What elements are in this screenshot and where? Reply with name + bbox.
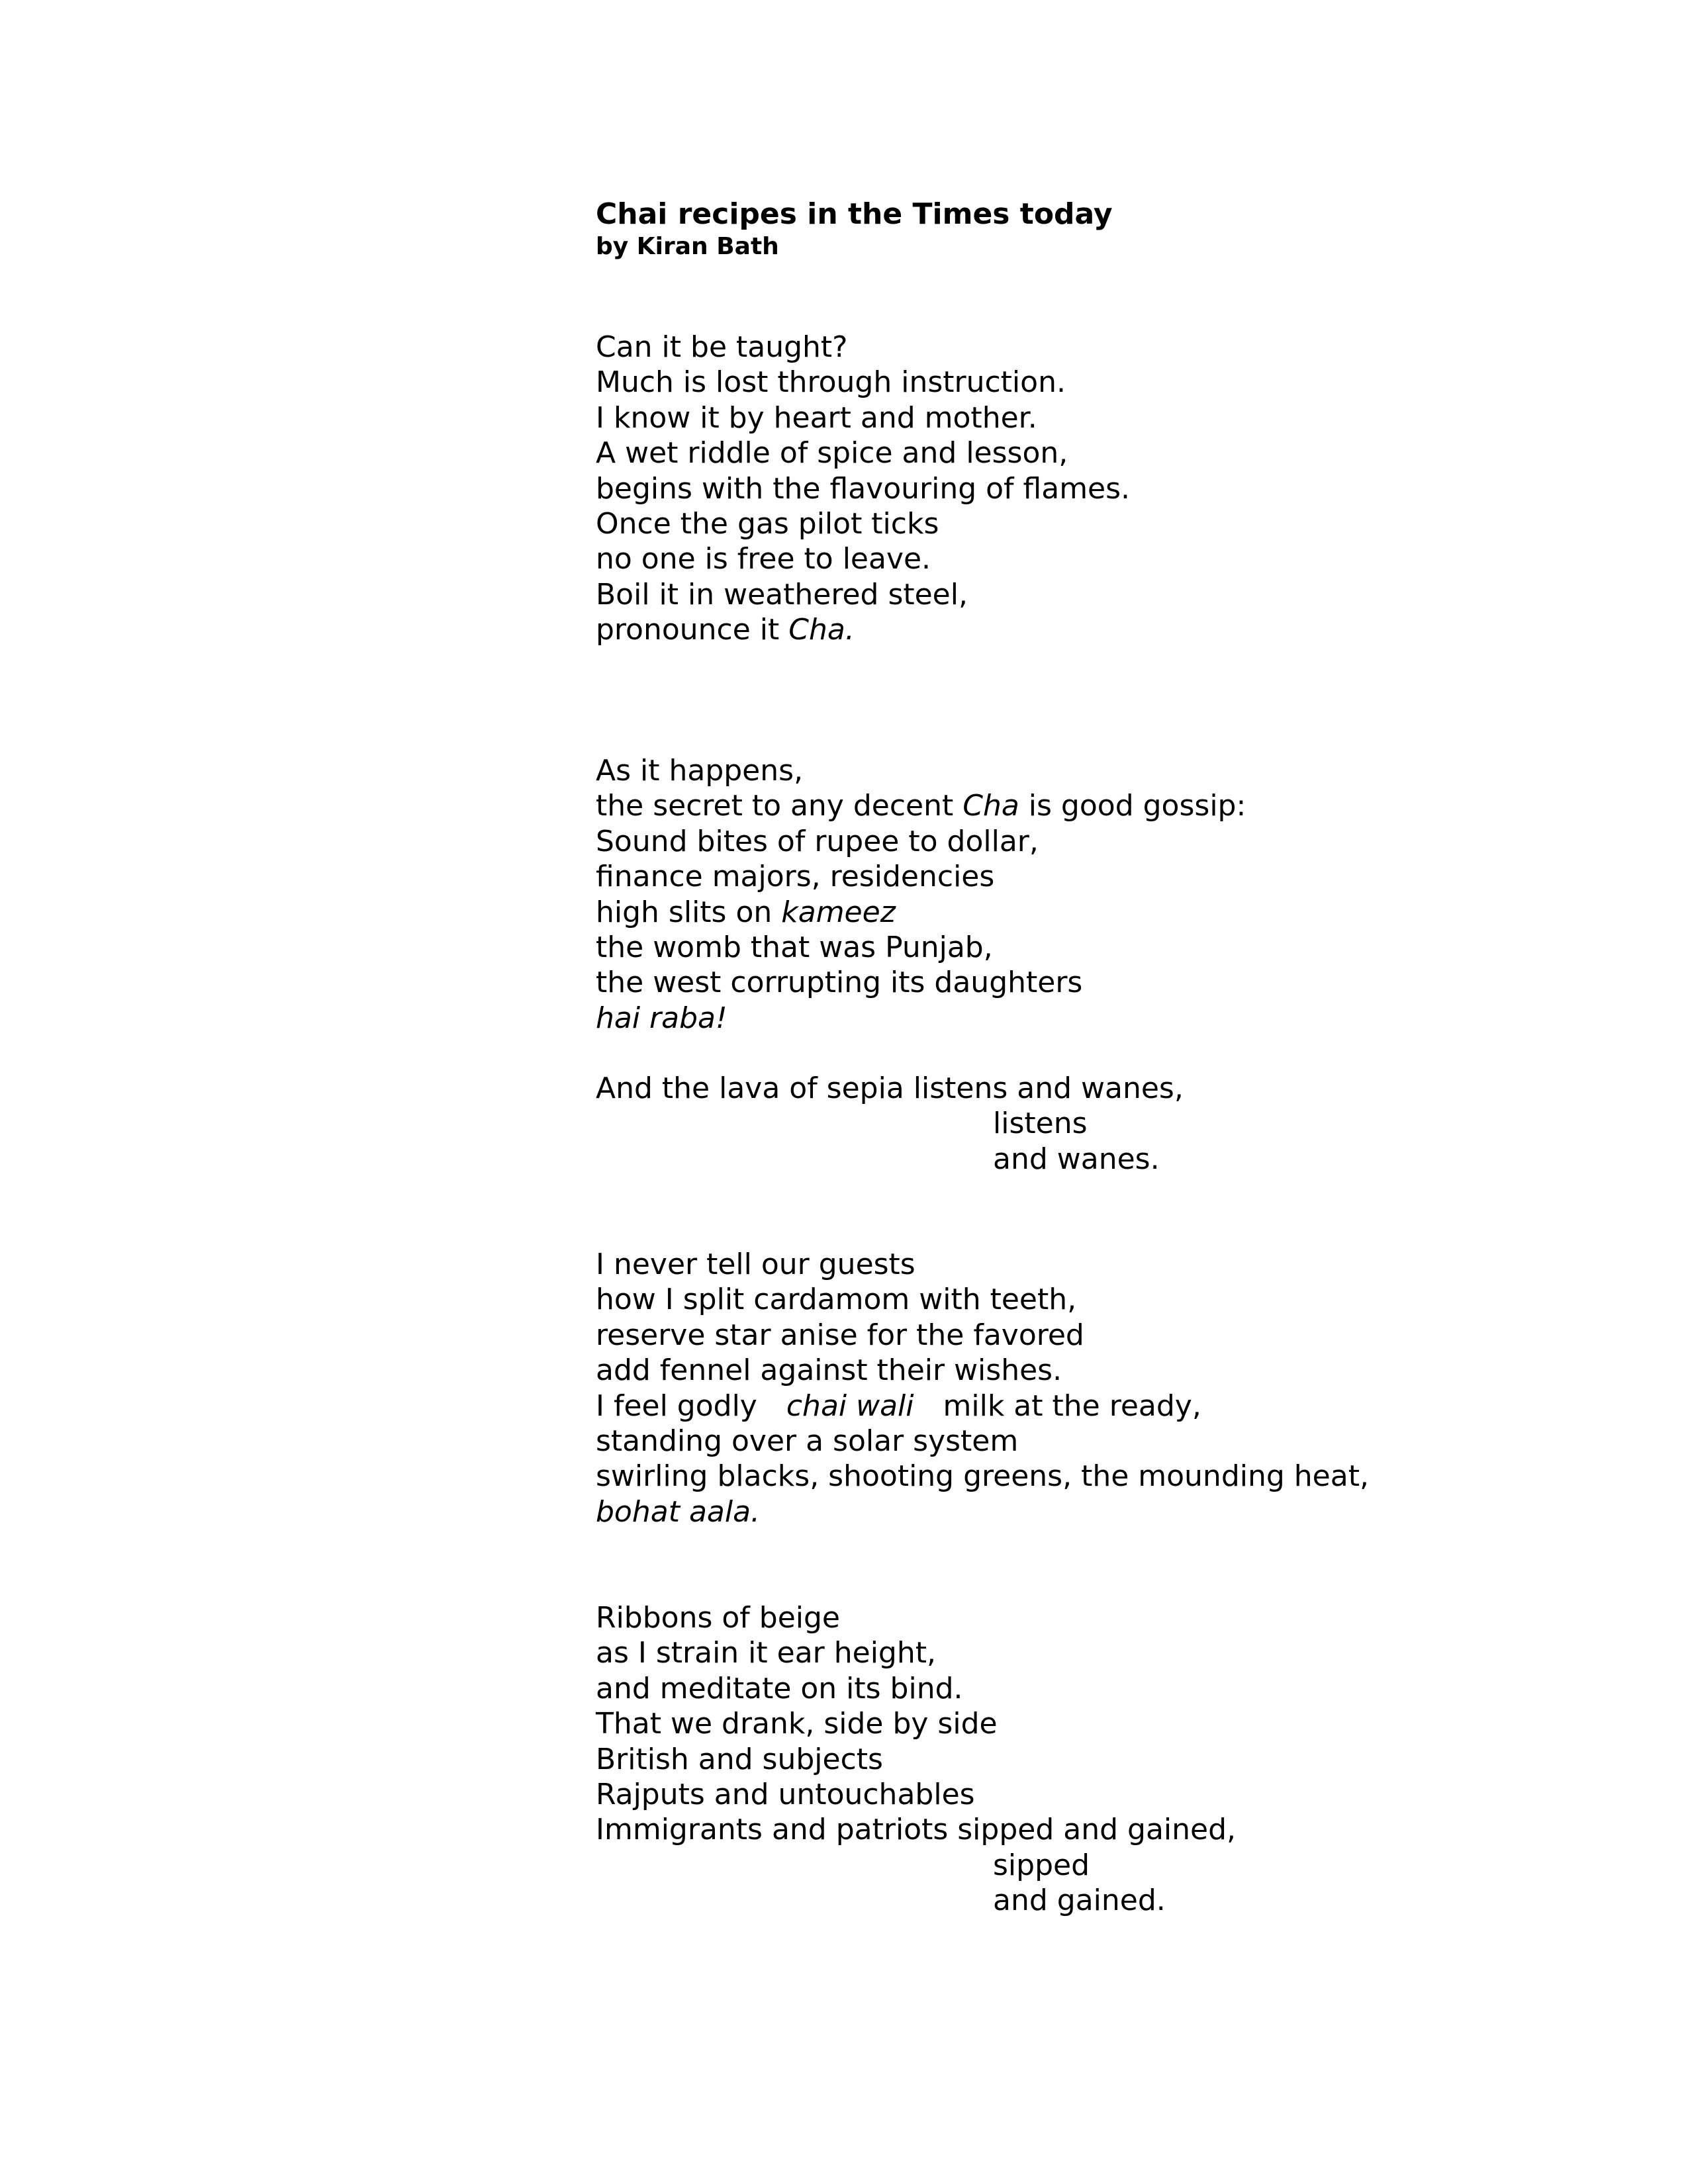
line-text: I feel godly [596,1388,757,1423]
poem-line: Ribbons of beige [596,1601,840,1635]
poem-author: by Kiran Bath [596,233,779,260]
poem-line: the west corrupting its daughters [596,966,1083,1000]
poem-line: how I split cardamom with teeth, [596,1283,1077,1317]
poem-line [596,1388,1369,1424]
poem-line: And the lava of sepia listens and wanes, [596,1071,1184,1105]
italic-line: hai raba! [596,1001,727,1035]
poem-line: swirling blacks, shooting greens, the mounding heat, [596,1459,1369,1494]
poem-line-indented: and wanes. [993,1142,1160,1176]
poem-line: Much is lost through instruction. [596,365,1066,400]
poem-line: A wet riddle of spice and lesson, [596,436,1068,471]
italic-word: chai wali [786,1388,914,1423]
poem-line: Sound bites of rupee to dollar, [596,824,1039,858]
poem-line [596,1001,1246,1036]
poem-title: Chai recipes in the Times today [596,197,1113,231]
poem-line [596,612,1130,647]
line-text: pronounce it [596,613,789,647]
line-text: the secret to any decent [596,789,963,823]
poem-line: Boil it in weathered steel, [596,577,968,612]
line-text: high slits on [596,895,782,929]
poem-line: Rajputs and untouchables [596,1777,975,1811]
poem-line: Immigrants and patriots sipped and gained, [596,1813,1237,1847]
poem-line: add fennel against their wishes. [596,1353,1062,1388]
stanza-1 [596,330,1130,648]
line-text: milk at the ready, [943,1388,1201,1423]
poem-line: As it happens, [596,754,804,788]
poem-line [596,1494,1369,1529]
italic-line: bohat aala. [596,1494,761,1529]
poem-line: and meditate on its bind. [596,1671,963,1706]
poem-line: Once the gas pilot ticks [596,506,939,541]
poem-line: reserve star anise for the favored [596,1318,1084,1352]
poem-line: Can it be taught? [596,330,848,364]
poem-line [596,788,1246,823]
poem-line: I know it by heart and mother. [596,400,1037,435]
poem-line: the womb that was Punjab, [596,930,993,964]
stanza-2 [596,753,1246,1036]
poem-line: no one is free to leave. [596,542,931,576]
italic-word: kameez [781,895,896,929]
stanza-5 [596,1600,1236,1919]
poem-line: begins with the flavouring of flames. [596,471,1131,506]
line-text: is good gossip: [1019,789,1246,823]
poem-line-indented: listens [993,1107,1088,1141]
italic-word: Cha. [788,613,855,647]
poem-line: as I strain it ear height, [596,1636,936,1670]
poem-line: finance majors, residencies [596,860,995,894]
stanza-3 [596,1071,1184,1177]
poem-line: standing over a solar system [596,1424,1019,1458]
poem-line [596,895,1246,930]
stanza-4 [596,1247,1369,1529]
poem-line-indented: sipped [993,1848,1090,1882]
poem-line-indented: and gained. [993,1884,1166,1918]
poem-line: That we drank, side by side [596,1707,998,1741]
poem-line: British and subjects [596,1742,883,1776]
poem-line: I never tell our guests [596,1248,915,1281]
italic-word: Cha [962,789,1019,823]
